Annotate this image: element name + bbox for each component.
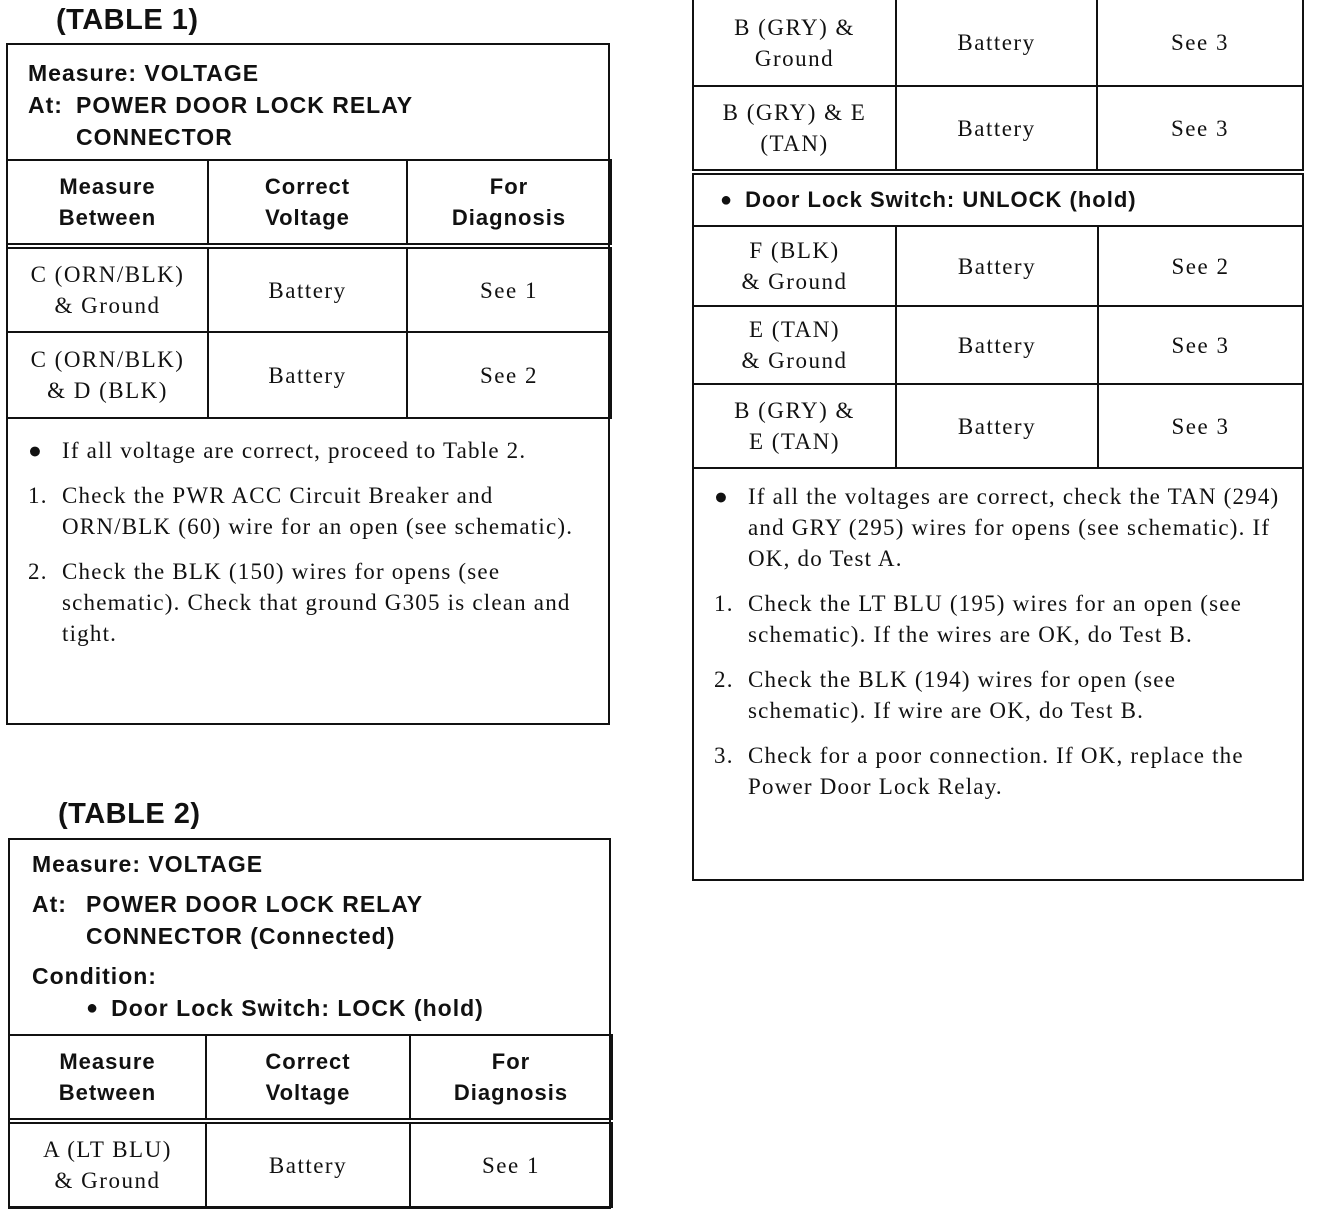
measure-between-cell: F (BLK) & Ground bbox=[693, 226, 896, 306]
diagnosis-cell: See 1 bbox=[410, 1121, 612, 1207]
diagnosis-cell: See 3 bbox=[1097, 86, 1303, 170]
table-row bbox=[7, 246, 611, 332]
col-header-for-diagnosis: For Diagnosis bbox=[410, 1035, 612, 1121]
table2-at-line1: POWER DOOR LOCK RELAY bbox=[86, 891, 424, 917]
measure-between-cell: B (GRY) & E (TAN) bbox=[693, 384, 896, 468]
diagnosis-cell: See 3 bbox=[1098, 306, 1303, 384]
table2-title: (TABLE 2) bbox=[58, 798, 201, 830]
bullet-icon: ● bbox=[28, 438, 44, 463]
note-bullet: ● If all the voltages are correct, check the TAN (294) and GRY (295) wires for opens (see schematic). If OK, do Test A. bbox=[714, 481, 1286, 574]
table1-measure: Measure: VOLTAGE bbox=[28, 60, 260, 86]
note-item: 1. Check the PWR ACC Circuit Breaker and ORN/BLK (60) wire for an open (see schematic). bbox=[28, 483, 574, 539]
measure-between-cell: B (GRY) & Ground bbox=[693, 0, 896, 86]
voltage-cell: Battery bbox=[896, 306, 1098, 384]
col-header-measure-between: Measure Between bbox=[7, 160, 208, 246]
col-header-correct-voltage: Correct Voltage bbox=[206, 1035, 410, 1121]
voltage-cell: Battery bbox=[896, 86, 1097, 170]
table-row bbox=[693, 384, 1303, 468]
voltage-cell: Battery bbox=[208, 332, 407, 418]
table1-notes bbox=[8, 419, 608, 649]
note-item: 2. Check the BLK (194) wires for open (see schematic). If wire are OK, do Test B. bbox=[714, 667, 1177, 723]
diagnosis-cell: See 2 bbox=[1098, 226, 1303, 306]
table-row bbox=[693, 0, 1303, 86]
bullet-icon: ● bbox=[86, 997, 100, 1019]
table-row bbox=[693, 86, 1303, 170]
voltage-cell: Battery bbox=[896, 226, 1098, 306]
measure-between-cell: E (TAN) & Ground bbox=[693, 306, 896, 384]
table1-box bbox=[6, 43, 610, 725]
col-header-measure-between: Measure Between bbox=[9, 1035, 206, 1121]
table2-box bbox=[8, 838, 611, 1209]
voltage-cell: Battery bbox=[208, 246, 407, 332]
table2-at-label: At: bbox=[32, 891, 67, 917]
measure-between-cell: B (GRY) & E (TAN) bbox=[693, 86, 896, 170]
voltage-cell: Battery bbox=[896, 0, 1097, 86]
table-row bbox=[693, 226, 1303, 306]
lock-rows-grid bbox=[692, 0, 1304, 171]
voltage-cell: Battery bbox=[206, 1121, 410, 1207]
table2-header-row bbox=[9, 1035, 612, 1121]
diagnosis-cell: See 2 bbox=[407, 332, 611, 418]
unlock-rows-grid bbox=[692, 225, 1304, 469]
table1-header bbox=[8, 45, 608, 161]
diagnosis-cell: See 3 bbox=[1098, 384, 1303, 468]
unlock-condition: Door Lock Switch: UNLOCK (hold) bbox=[745, 187, 1137, 212]
table2-at-line2: CONNECTOR (Connected) bbox=[86, 923, 396, 949]
table1-at-line1: POWER DOOR LOCK RELAY bbox=[76, 92, 414, 118]
diagnosis-cell: See 3 bbox=[1097, 0, 1303, 86]
table2-header bbox=[10, 840, 609, 1036]
voltage-cell: Battery bbox=[896, 384, 1098, 468]
table2-continued bbox=[692, 0, 1304, 881]
table2-grid bbox=[8, 1034, 613, 1208]
diagnosis-cell: See 1 bbox=[407, 246, 611, 332]
measure-between-cell: A (LT BLU) & Ground bbox=[9, 1121, 206, 1207]
table1-header-row bbox=[7, 160, 611, 246]
note-item: 3. Check for a poor connection. If OK, replace the Power Door Lock Relay. bbox=[714, 743, 1244, 799]
table1-at-line2: CONNECTOR bbox=[76, 124, 233, 150]
measure-between-cell: C (ORN/BLK) & Ground bbox=[7, 246, 208, 332]
col-header-for-diagnosis: For Diagnosis bbox=[407, 160, 611, 246]
table2-condition-item: Door Lock Switch: LOCK (hold) bbox=[111, 995, 484, 1021]
table2-condition-label: Condition: bbox=[32, 963, 157, 989]
measure-between-cell: C (ORN/BLK) & D (BLK) bbox=[7, 332, 208, 418]
table1-title: (TABLE 1) bbox=[56, 4, 199, 36]
bullet-icon: ● bbox=[714, 484, 730, 509]
note-item: 2. Check the BLK (150) wires for opens (see schematic). Check that ground G305 is clean and tight. bbox=[28, 559, 571, 646]
table1-grid bbox=[6, 159, 612, 419]
col-header-correct-voltage: Correct Voltage bbox=[208, 160, 407, 246]
unlock-condition-row bbox=[692, 173, 1304, 227]
table-row bbox=[7, 332, 611, 418]
table2-measure: Measure: VOLTAGE bbox=[32, 851, 264, 877]
table2-notes bbox=[692, 467, 1304, 881]
table-row bbox=[9, 1121, 612, 1207]
table1-at-label: At: bbox=[28, 92, 63, 118]
note-bullet: ● If all voltage are correct, proceed to Table 2. bbox=[28, 435, 594, 466]
table-row bbox=[693, 306, 1303, 384]
note-item: 1. Check the LT BLU (195) wires for an open (see schematic). If the wires are OK, do Test B. bbox=[714, 591, 1243, 647]
bullet-icon: ● bbox=[720, 188, 734, 211]
